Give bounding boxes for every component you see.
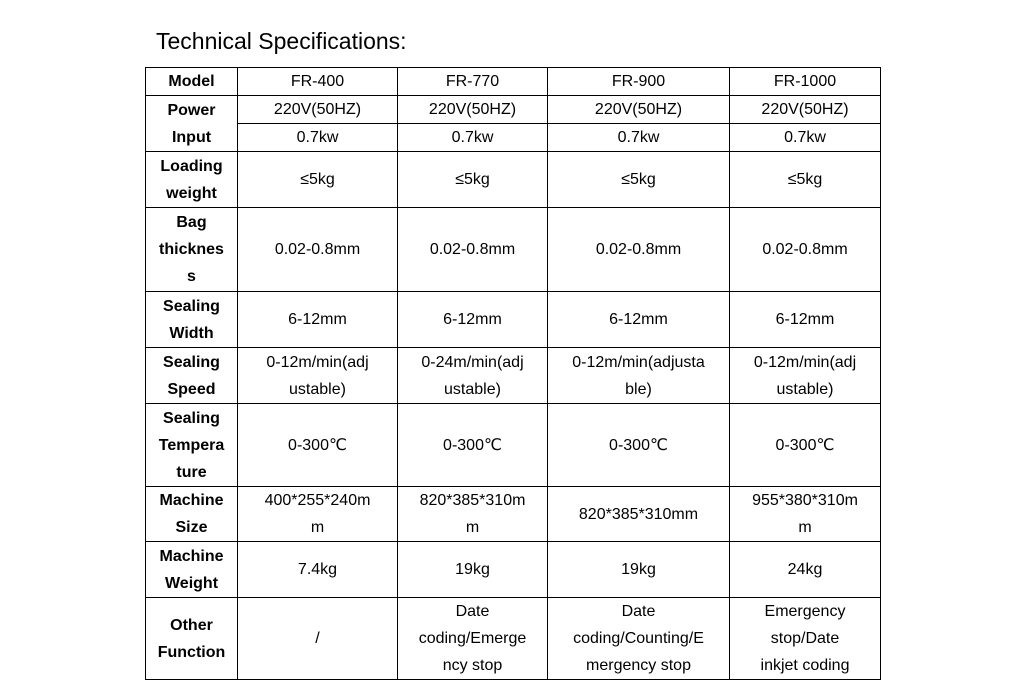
model-cell: FR-1000 xyxy=(730,68,881,96)
spec-cell xyxy=(548,292,730,348)
cell-line: Date xyxy=(621,603,656,620)
spec-cell xyxy=(548,487,730,542)
spec-cell xyxy=(730,542,881,598)
cell-line: 6-12mm xyxy=(775,311,835,328)
spec-cell xyxy=(398,542,548,598)
cell-line: mergency stop xyxy=(586,657,691,674)
cell-line: / xyxy=(315,630,320,647)
spec-cell xyxy=(548,208,730,292)
cell-line: 400*255*240m xyxy=(264,492,371,509)
spec-cell xyxy=(730,152,881,208)
row-label xyxy=(146,292,238,348)
voltage-value: 220V(50HZ) xyxy=(273,101,362,118)
spec-cell xyxy=(398,208,548,292)
cell-line: stop/Date xyxy=(770,630,840,647)
row-label xyxy=(146,487,238,542)
row-label-line: thicknes xyxy=(159,241,224,258)
spec-cell xyxy=(238,292,398,348)
power-value: 0.7kw xyxy=(238,123,397,151)
row-label-line: Weight xyxy=(164,574,219,592)
row-label xyxy=(146,542,238,598)
row-label-line: Machine xyxy=(159,492,224,509)
cell-line: ≤5kg xyxy=(455,171,490,188)
cell-line: 6-12mm xyxy=(288,311,347,328)
table-row xyxy=(146,598,881,680)
cell-line: 6-12mm xyxy=(609,311,668,328)
spec-cell xyxy=(238,542,398,598)
table-row-model xyxy=(146,68,881,96)
model-cell: FR-900 xyxy=(548,68,730,96)
spec-cell xyxy=(548,542,730,598)
cell-line: 820*385*310mm xyxy=(578,505,699,523)
spec-cell xyxy=(730,404,881,487)
row-label-line: Sealing xyxy=(163,297,220,315)
cell-line: m xyxy=(465,519,480,536)
cell-line: ncy stop xyxy=(442,657,503,674)
spec-cell xyxy=(398,292,548,348)
spec-cell xyxy=(548,404,730,487)
cell-line: 0-300℃ xyxy=(775,436,835,454)
cell-line: 0-12m/min(adj xyxy=(753,353,857,371)
spec-cell xyxy=(730,598,881,680)
row-label xyxy=(146,348,238,404)
voltage-value: 220V(50HZ) xyxy=(761,101,849,118)
cell-line: ustable) xyxy=(444,380,501,398)
power-value: 0.7kw xyxy=(398,123,547,151)
table-row xyxy=(146,542,881,598)
spec-cell xyxy=(730,208,881,292)
row-label-line: Power xyxy=(167,101,216,119)
cell-line: m xyxy=(310,519,325,536)
cell-line: 0-300℃ xyxy=(288,436,347,454)
cell-line: inkjet coding xyxy=(760,657,850,674)
spec-cell xyxy=(548,598,730,680)
table-row xyxy=(146,487,881,542)
voltage-value: 220V(50HZ) xyxy=(594,101,683,118)
cell-line: 0.02-0.8mm xyxy=(595,241,682,258)
cell-line: 7.4kg xyxy=(297,561,338,578)
spec-cell xyxy=(730,348,881,404)
row-label-line: ture xyxy=(176,463,207,481)
spec-cell xyxy=(398,487,548,542)
table-row-power-input xyxy=(146,96,881,152)
row-label-line: Other xyxy=(170,616,213,634)
cell-line: coding/Counting/E xyxy=(573,630,704,647)
cell-line: ble) xyxy=(625,380,652,398)
cell-line: 0.02-0.8mm xyxy=(429,241,516,258)
cell-line: Date xyxy=(455,603,490,620)
row-label-line: Tempera xyxy=(158,436,225,454)
spec-cell xyxy=(730,292,881,348)
row-label-model: Model xyxy=(146,68,238,96)
spec-cell xyxy=(730,487,881,542)
row-label-line: Bag xyxy=(176,214,207,231)
row-label-line: s xyxy=(187,268,196,285)
cell-line: ustable) xyxy=(289,380,346,398)
cell-line: 0.02-0.8mm xyxy=(274,241,361,258)
row-label-line: Sealing xyxy=(163,409,220,427)
row-label-line: weight xyxy=(166,184,217,202)
row-label xyxy=(146,404,238,487)
power-cell xyxy=(238,96,398,152)
row-label-power-input xyxy=(146,96,238,152)
table-row xyxy=(146,348,881,404)
spec-cell xyxy=(398,348,548,404)
page-title: Technical Specifications: xyxy=(156,28,407,54)
cell-line: ustable) xyxy=(776,380,834,398)
cell-line: Emergency xyxy=(764,603,846,620)
row-label xyxy=(146,152,238,208)
spec-cell xyxy=(238,208,398,292)
spec-cell xyxy=(238,404,398,487)
model-cell: FR-770 xyxy=(398,68,548,96)
voltage-value: 220V(50HZ) xyxy=(428,101,517,118)
table-row xyxy=(146,208,881,292)
row-label-line: Speed xyxy=(167,380,216,398)
table-row xyxy=(146,292,881,348)
row-label-line: Machine xyxy=(159,547,224,565)
row-label-line: Input xyxy=(171,128,212,146)
spec-cell xyxy=(548,348,730,404)
cell-line: 19kg xyxy=(621,561,656,578)
row-label-line: Width xyxy=(169,324,214,342)
cell-line: ≤5kg xyxy=(300,171,335,188)
spec-cell xyxy=(238,598,398,680)
cell-line: 6-12mm xyxy=(443,311,502,328)
spec-cell xyxy=(238,487,398,542)
model-cell: FR-400 xyxy=(238,68,398,96)
row-label-line: Loading xyxy=(160,157,223,175)
cell-line: 19kg xyxy=(455,561,490,578)
row-label xyxy=(146,208,238,292)
row-label-line: Sealing xyxy=(163,353,220,371)
spec-cell xyxy=(398,152,548,208)
cell-line: 0-24m/min(adj xyxy=(421,353,524,371)
spec-table xyxy=(145,67,881,680)
row-label xyxy=(146,598,238,680)
spec-cell xyxy=(398,404,548,487)
power-value: 0.7kw xyxy=(730,123,880,151)
cell-line: ≤5kg xyxy=(787,171,823,188)
cell-line: 820*385*310m xyxy=(419,492,526,509)
power-cell xyxy=(548,96,730,152)
cell-line: coding/Emerge xyxy=(418,630,527,647)
power-cell xyxy=(730,96,881,152)
cell-line: 24kg xyxy=(787,561,823,578)
cell-line: 0-300℃ xyxy=(443,436,502,454)
cell-line: 955*380*310m xyxy=(752,492,858,509)
spec-cell xyxy=(548,152,730,208)
table-row xyxy=(146,404,881,487)
cell-line: m xyxy=(798,519,812,536)
spec-cell xyxy=(238,152,398,208)
row-label-line: Size xyxy=(175,519,208,536)
power-value: 0.7kw xyxy=(548,123,729,151)
cell-line: ≤5kg xyxy=(621,171,656,188)
cell-line: 0-300℃ xyxy=(609,436,668,454)
power-cell xyxy=(398,96,548,152)
cell-line: 0-12m/min(adjusta xyxy=(572,353,705,371)
spec-cell xyxy=(238,348,398,404)
table-row xyxy=(146,152,881,208)
cell-line: 0.02-0.8mm xyxy=(762,241,848,258)
cell-line: 0-12m/min(adj xyxy=(266,353,369,371)
row-label-line: Function xyxy=(157,643,226,661)
spec-cell xyxy=(398,598,548,680)
